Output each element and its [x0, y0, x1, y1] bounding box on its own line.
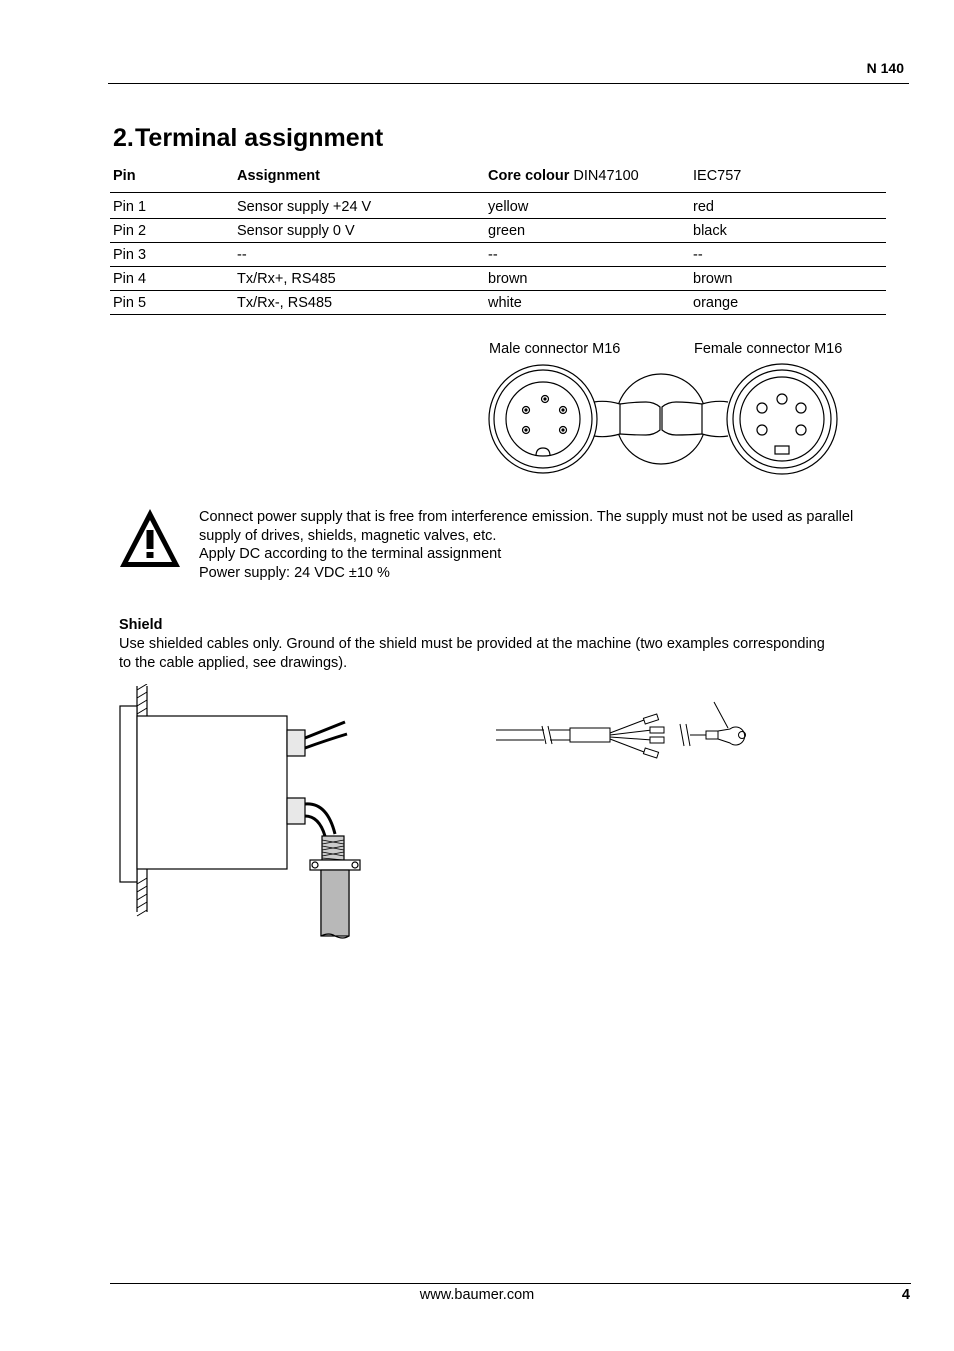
table-header-row — [110, 160, 886, 193]
cell-pin: Pin 4 — [110, 267, 234, 291]
power-supply-warning — [199, 508, 889, 582]
cell-assignment: Sensor supply 0 V — [234, 219, 485, 243]
cell-pin: Pin 3 — [110, 243, 234, 267]
warning-line: Connect power supply that is free from interference emission. The supply must not be used as parallel supply of drives, shields, magnetic valves, etc. — [199, 509, 854, 544]
cell-iec-colour: black — [690, 219, 886, 243]
m16-connector-drawing — [486, 362, 842, 480]
header-rule — [108, 83, 909, 84]
cell-iec-colour: red — [690, 193, 886, 219]
cell-assignment: Tx/Rx+, RS485 — [234, 267, 485, 291]
cell-pin: Pin 1 — [110, 193, 234, 219]
male-connector-label: Male connector M16 — [489, 341, 621, 357]
table-row — [110, 291, 886, 315]
cell-iec-colour: -- — [690, 243, 886, 267]
section-number: 2. — [113, 124, 134, 152]
cell-assignment: Tx/Rx-, RS485 — [234, 291, 485, 315]
footer-rule — [110, 1283, 911, 1284]
header-iec: IEC757 — [690, 160, 886, 193]
cell-assignment: Sensor supply +24 V — [234, 193, 485, 219]
table-row — [110, 193, 886, 219]
cell-iec-colour: orange — [690, 291, 886, 315]
table-row — [110, 243, 886, 267]
pin-assignment-table — [110, 160, 886, 315]
shield-text: Use shielded cables only. Ground of the shield must be provided at the machine (two examples corresponding to the cable applied, see drawings). — [119, 636, 825, 671]
shield-grounding-drawing-housing — [115, 684, 365, 939]
cell-pin: Pin 5 — [110, 291, 234, 315]
header-core-colour: Core colour DIN47100 — [485, 160, 690, 193]
shield-heading: Shield — [119, 617, 163, 633]
cell-din-colour: -- — [485, 243, 690, 267]
cell-din-colour: green — [485, 219, 690, 243]
page-number: 4 — [901, 1287, 910, 1303]
section-title-text: Terminal assignment — [135, 124, 384, 152]
cell-assignment: -- — [234, 243, 485, 267]
table-row — [110, 267, 886, 291]
female-connector-label: Female connector M16 — [694, 341, 843, 357]
table-row — [110, 219, 886, 243]
warning-triangle-icon — [117, 506, 183, 570]
shield-grounding-drawing-cable — [494, 700, 756, 764]
header-pin: Pin — [110, 160, 234, 193]
document-code: N 140 — [866, 60, 904, 76]
warning-line: Apply DC according to the terminal assignment — [199, 546, 502, 562]
cell-din-colour: yellow — [485, 193, 690, 219]
cell-iec-colour: brown — [690, 267, 886, 291]
cell-din-colour: white — [485, 291, 690, 315]
cell-pin: Pin 2 — [110, 219, 234, 243]
section-title — [113, 124, 383, 153]
header-assignment: Assignment — [234, 160, 485, 193]
warning-line: Power supply: 24 VDC ±10 % — [199, 564, 390, 581]
cell-din-colour: brown — [485, 267, 690, 291]
footer-url: www.baumer.com — [419, 1287, 535, 1303]
